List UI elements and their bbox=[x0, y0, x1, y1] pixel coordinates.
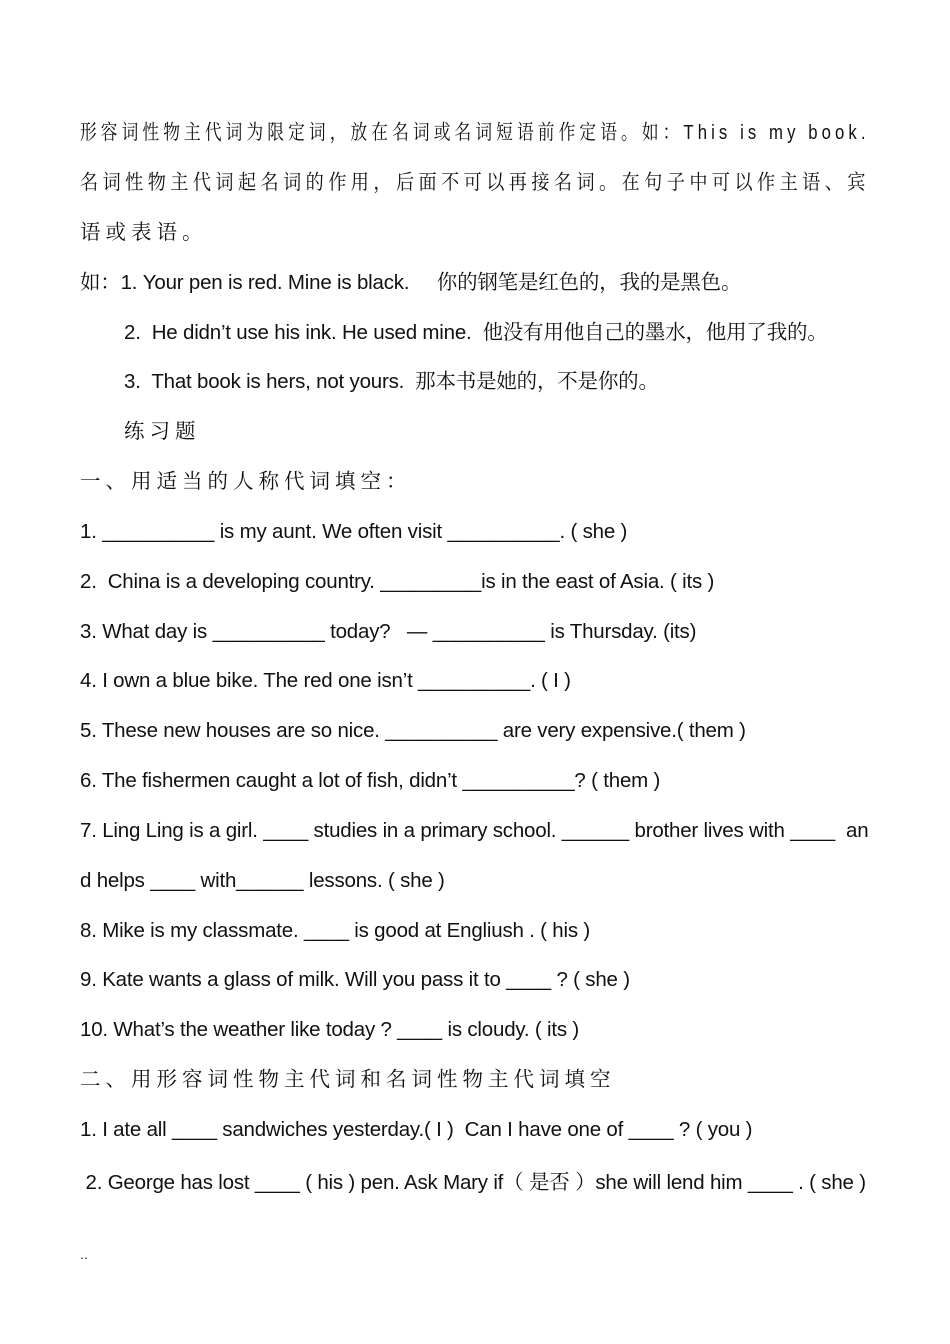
section-1-question-8: 8. Mike is my classmate. ____ is good at Engliush . ( his ) bbox=[80, 919, 591, 942]
section-2-question-1: 1. I ate all ____ sandwiches yesterday.( I ) Can I have one of ____ ? ( you ) bbox=[80, 1118, 753, 1141]
section-1-question-9: 9. Kate wants a glass of milk. Will you pass it to ____ ? ( she ) bbox=[80, 968, 630, 991]
section-1-question-7a: 7. Ling Ling is a girl. ____ studies in a primary school. ______ brother lives with ____ an bbox=[80, 819, 869, 842]
intro-line-3: 语或表语。 bbox=[80, 221, 208, 244]
section-2-heading: 二、用形容词性物主代词和名词性物主代词填空 bbox=[80, 1068, 616, 1091]
section-1-question-3: 3. What day is __________ today? — __________ is Thursday. (its) bbox=[80, 620, 697, 643]
section-1-question-2: 2. China is a developing country. _________is in the east of Asia. ( its ) bbox=[80, 570, 715, 593]
section-1-heading: 一、用适当的人称代词填空： bbox=[80, 470, 412, 493]
intro-line-1: 形容词性物主代词为限定词，放在名词或名词短语前作定语。如：This is my book. bbox=[80, 121, 870, 144]
section-2-question-2: 2. George has lost ____ ( his ) pen. Ask Mary if（ 是否 ）she will lend him ____ . ( she ) bbox=[80, 1171, 866, 1194]
section-1-question-7b: d helps ____ with______ lessons. ( she ) bbox=[80, 869, 445, 892]
footer-dots: .. bbox=[80, 1246, 88, 1262]
example-3: 3. That book is hers, not yours. 那本书是她的，不是你的。 bbox=[124, 370, 659, 393]
section-1-question-10: 10. What’s the weather like today ? ____ is cloudy. ( its ) bbox=[80, 1018, 580, 1041]
example-1: 如：1. Your pen is red. Mine is black. 你的钢笔是红色的，我的是黑色。 bbox=[80, 271, 742, 294]
example-2: 2. He didn’t use his ink. He used mine. 他没有用他自己的墨水，他用了我的。 bbox=[124, 321, 828, 344]
section-1-question-5: 5. These new houses are so nice. __________ are very expensive.( them ) bbox=[80, 719, 746, 742]
section-1-question-1: 1. __________ is my aunt. We often visit __________. ( she ) bbox=[80, 520, 628, 543]
section-1-question-6: 6. The fishermen caught a lot of fish, didn’t __________? ( them ) bbox=[80, 769, 661, 792]
section-1-question-4: 4. I own a blue bike. The red one isn’t __________. ( I ) bbox=[80, 669, 571, 692]
exercise-title: 练习题 bbox=[124, 420, 201, 443]
intro-line-2: 名词性物主代词起名词的作用，后面不可以再接名词。在句子中可以作主语、宾 bbox=[80, 171, 870, 194]
